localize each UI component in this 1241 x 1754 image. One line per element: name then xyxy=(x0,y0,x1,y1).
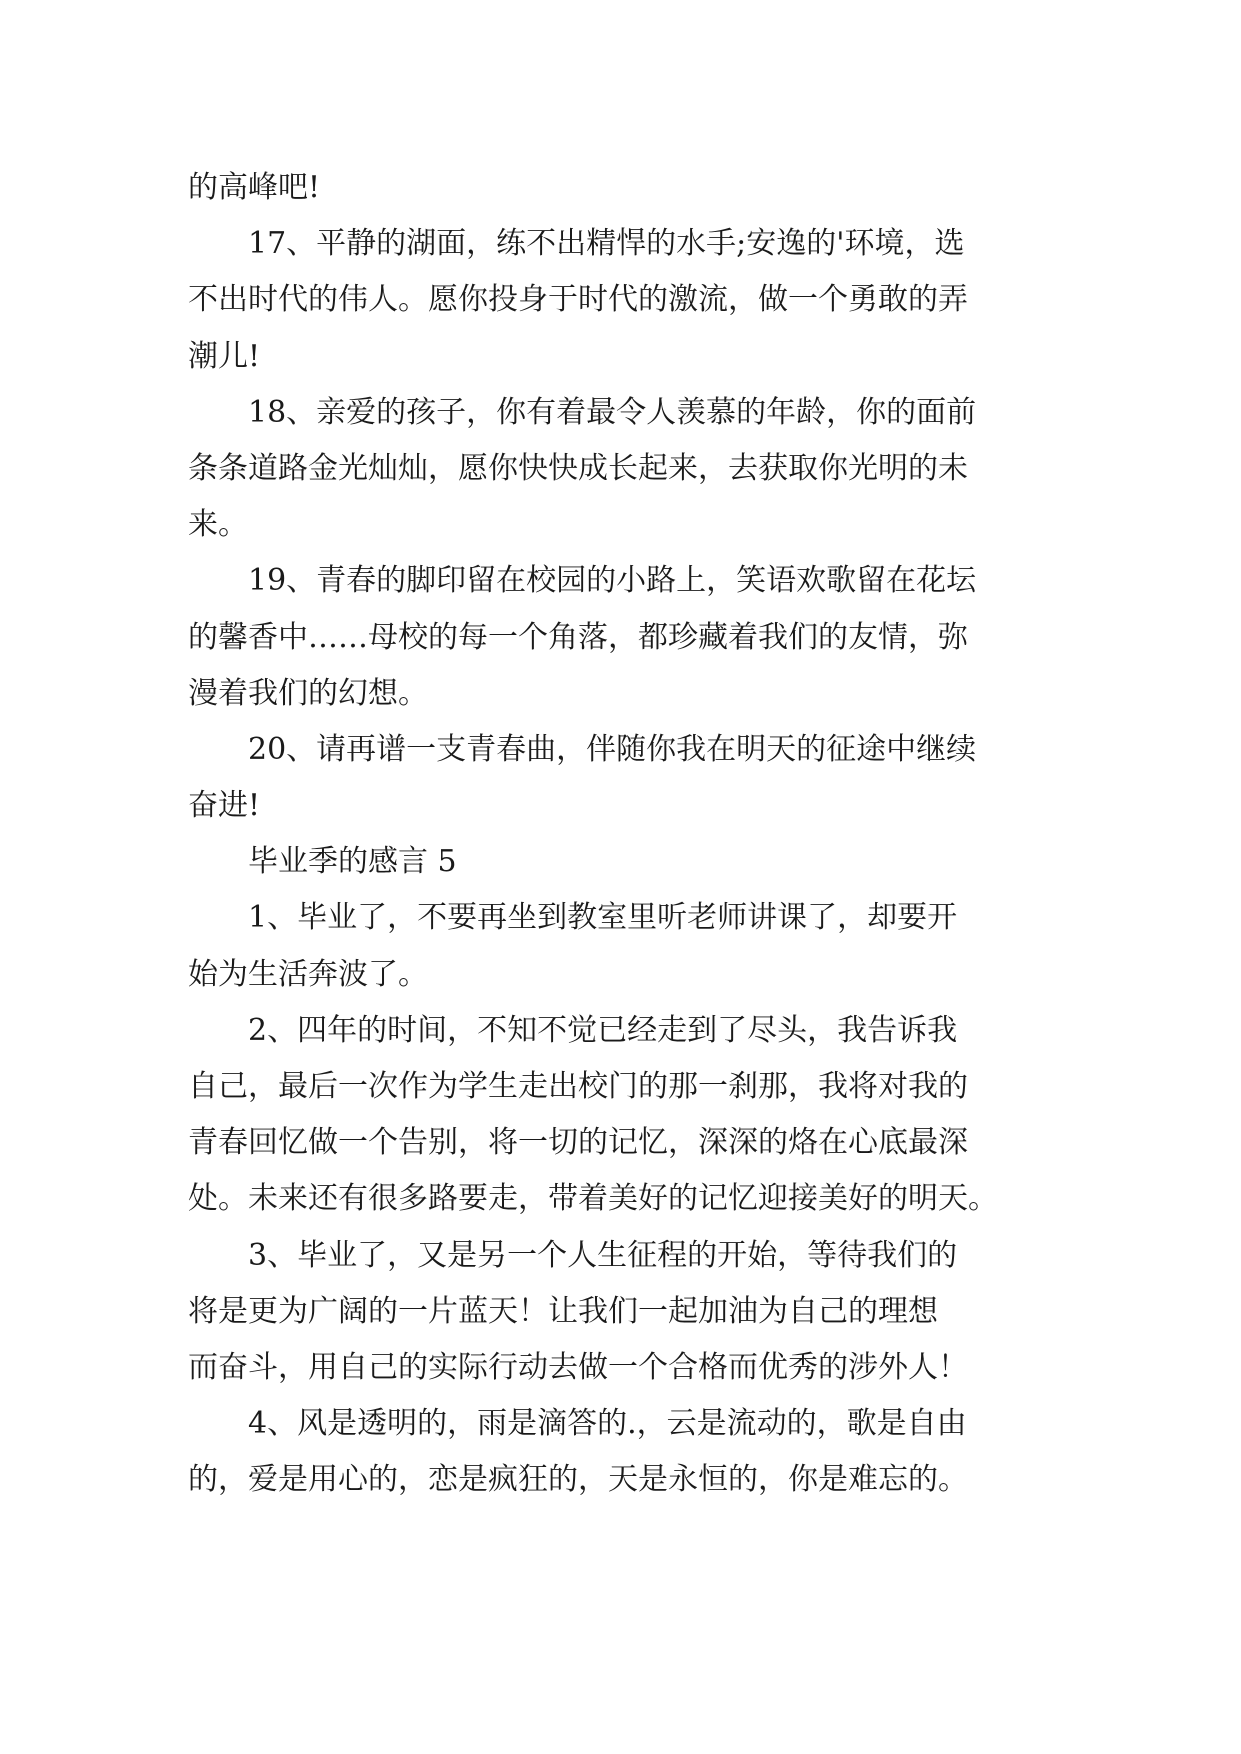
text-line: 18、亲爱的孩子，你有着最令人羡慕的年龄，你的面前 xyxy=(248,394,977,430)
text-line: 奋进! xyxy=(188,788,261,824)
text-line: 的，爱是用心的，恋是疯狂的，天是永恒的，你是难忘的。 xyxy=(188,1462,968,1498)
text-line: 17、平静的湖面，练不出精悍的水手;安逸的'环境，选 xyxy=(248,226,965,262)
text-line: 的馨香中……母校的每一个角落，都珍藏着我们的友情，弥 xyxy=(188,619,968,655)
text-line: 自己，最后一次作为学生走出校门的那一刹那，我将对我的 xyxy=(188,1069,968,1104)
text-line: 的高峰吧! xyxy=(188,170,321,205)
text-line: 20、请再谱一支青春曲，伴随你我在明天的征途中继续 xyxy=(248,731,977,767)
text-line: 1、毕业了，不要再坐到教室里听老师讲课了，却要开 xyxy=(248,900,958,936)
text-line: 条条道路金光灿灿，愿你快快成长起来，去获取你光明的未 xyxy=(188,450,968,486)
text-line: 漫着我们的幻想。 xyxy=(188,675,428,711)
document-body xyxy=(188,160,1068,1509)
text-line: 青春回忆做一个告别，将一切的记忆，深深的烙在心底最深 xyxy=(188,1125,968,1161)
text-line: 4、风是透明的，雨是滴答的.，云是流动的，歌是自由 xyxy=(248,1406,967,1442)
section-heading: 毕业季的感言 5 xyxy=(248,844,457,880)
text-line: 2、四年的时间，不知不觉已经走到了尽头，我告诉我 xyxy=(248,1012,958,1048)
text-line: 潮儿! xyxy=(188,338,261,374)
text-line: 处。未来还有很多路要走，带着美好的记忆迎接美好的明天。 xyxy=(188,1181,998,1217)
text-line: 来。 xyxy=(188,507,248,543)
text-line: 不出时代的伟人。愿你投身于时代的激流，做一个勇敢的弄 xyxy=(188,282,968,318)
text-line: 始为生活奔波了。 xyxy=(188,956,428,992)
text-line: 19、青春的脚印留在校园的小路上，笑语欢歌留在花坛 xyxy=(248,563,977,599)
text-line: 而奋斗，用自己的实际行动去做一个合格而优秀的涉外人！ xyxy=(188,1349,968,1385)
text-line: 将是更为广阔的一片蓝天！让我们一起加油为自己的理想 xyxy=(188,1293,938,1329)
text-line: 3、毕业了，又是另一个人生征程的开始，等待我们的 xyxy=(248,1237,958,1273)
